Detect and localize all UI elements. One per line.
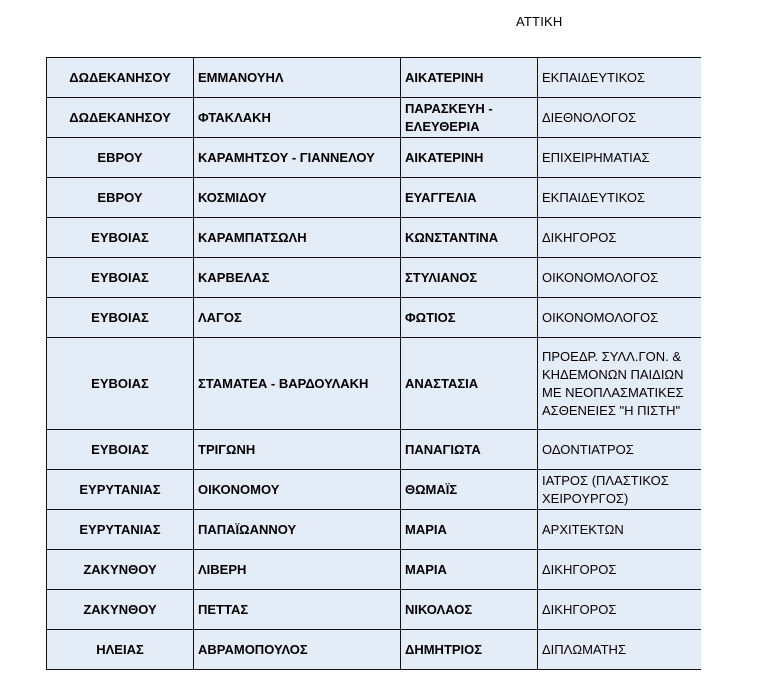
first-name-cell: ΑΙΚΑΤΕΡΙΝΗ — [401, 138, 538, 178]
surname-cell: ΣΤΑΜΑΤΕΑ - ΒΑΡΔΟΥΛΑΚΗ — [194, 338, 401, 430]
profession-cell: ΔΙΚΗΓΟΡΟΣ — [538, 218, 702, 258]
candidates-table — [46, 57, 701, 670]
prefecture-cell: ΕΥΒΟΙΑΣ — [47, 218, 194, 258]
surname-cell: ΟΙΚΟΝΟΜΟΥ — [194, 470, 401, 510]
first-name-cell: ΣΤΥΛΙΑΝΟΣ — [401, 258, 538, 298]
table-row — [47, 338, 702, 430]
table-row — [47, 630, 702, 670]
surname-cell: ΛΙΒΕΡΗ — [194, 550, 401, 590]
profession-cell: ΟΙΚΟΝΟΜΟΛΟΓΟΣ — [538, 298, 702, 338]
surname-cell: ΦΤΑΚΛΑΚΗ — [194, 98, 401, 138]
profession-cell: ΙΑΤΡΟΣ (ΠΛΑΣΤΙΚΟΣ ΧΕΙΡΟΥΡΓΟΣ) — [538, 470, 702, 510]
table-row — [47, 550, 702, 590]
profession-cell: ΠΡΟΕΔΡ. ΣΥΛΛ.ΓΟΝ. & ΚΗΔΕΜΟΝΩΝ ΠΑΙΔΙΩΝ ΜΕ ΝΕΟΠΛΑΣΜΑΤΙΚΕΣ ΑΣΘΕΝΕΙΕΣ "Η ΠΙΣΤΗ" — [538, 338, 702, 430]
first-name-cell: ΕΥΑΓΓΕΛΙΑ — [401, 178, 538, 218]
region-heading: ΑΤΤΙΚΗ — [516, 14, 563, 29]
prefecture-cell: ΕΥΡΥΤΑΝΙΑΣ — [47, 470, 194, 510]
profession-cell: ΔΙΕΘΝΟΛΟΓΟΣ — [538, 98, 702, 138]
profession-cell: ΕΚΠΑΙΔΕΥΤΙΚΟΣ — [538, 178, 702, 218]
first-name-cell: ΑΝΑΣΤΑΣΙΑ — [401, 338, 538, 430]
prefecture-cell: ΕΥΒΟΙΑΣ — [47, 298, 194, 338]
profession-cell: ΕΠΙΧΕΙΡΗΜΑΤΙΑΣ — [538, 138, 702, 178]
profession-cell: ΑΡΧΙΤΕΚΤΩΝ — [538, 510, 702, 550]
profession-cell: ΟΔΟΝΤΙΑΤΡΟΣ — [538, 430, 702, 470]
table-row — [47, 58, 702, 98]
surname-cell: ΠΑΠΑΪΩΑΝΝΟΥ — [194, 510, 401, 550]
profession-cell: ΔΙΚΗΓΟΡΟΣ — [538, 590, 702, 630]
surname-cell: ΕΜΜΑΝΟΥΗΛ — [194, 58, 401, 98]
table-row — [47, 218, 702, 258]
table-row — [47, 178, 702, 218]
prefecture-cell: ΕΒΡΟΥ — [47, 138, 194, 178]
profession-cell: ΕΚΠΑΙΔΕΥΤΙΚΟΣ — [538, 58, 702, 98]
first-name-cell: ΠΑΡΑΣΚΕΥΗ - ΕΛΕΥΘΕΡΙΑ — [401, 98, 538, 138]
prefecture-cell: ΔΩΔΕΚΑΝΗΣΟΥ — [47, 98, 194, 138]
table-row — [47, 98, 702, 138]
first-name-cell: ΑΙΚΑΤΕΡΙΝΗ — [401, 58, 538, 98]
first-name-cell: ΜΑΡΙΑ — [401, 550, 538, 590]
surname-cell: ΠΕΤΤΑΣ — [194, 590, 401, 630]
prefecture-cell: ΗΛΕΙΑΣ — [47, 630, 194, 670]
prefecture-cell: ΕΥΒΟΙΑΣ — [47, 258, 194, 298]
prefecture-cell: ΕΥΡΥΤΑΝΙΑΣ — [47, 510, 194, 550]
prefecture-cell: ΔΩΔΕΚΑΝΗΣΟΥ — [47, 58, 194, 98]
surname-cell: ΤΡΙΓΩΝΗ — [194, 430, 401, 470]
first-name-cell: ΠΑΝΑΓΙΩΤΑ — [401, 430, 538, 470]
prefecture-cell: ΕΒΡΟΥ — [47, 178, 194, 218]
profession-cell: ΔΙΠΛΩΜΑΤΗΣ — [538, 630, 702, 670]
first-name-cell: ΘΩΜΑΪΣ — [401, 470, 538, 510]
first-name-cell: ΦΩΤΙΟΣ — [401, 298, 538, 338]
prefecture-cell: ΕΥΒΟΙΑΣ — [47, 338, 194, 430]
surname-cell: ΚΑΡΑΜΠΑΤΣΩΛΗ — [194, 218, 401, 258]
surname-cell: ΚΑΡΑΜΗΤΣΟΥ - ΓΙΑΝΝΕΛΟΥ — [194, 138, 401, 178]
surname-cell: ΚΑΡΒΕΛΑΣ — [194, 258, 401, 298]
table-row — [47, 590, 702, 630]
table-row — [47, 138, 702, 178]
table-row — [47, 430, 702, 470]
table-row — [47, 510, 702, 550]
surname-cell: ΛΑΓΟΣ — [194, 298, 401, 338]
surname-cell: ΚΟΣΜΙΔΟΥ — [194, 178, 401, 218]
prefecture-cell: ΖΑΚΥΝΘΟΥ — [47, 590, 194, 630]
first-name-cell: ΝΙΚΟΛΑΟΣ — [401, 590, 538, 630]
first-name-cell: ΜΑΡΙΑ — [401, 510, 538, 550]
table-row — [47, 258, 702, 298]
prefecture-cell: ΖΑΚΥΝΘΟΥ — [47, 550, 194, 590]
prefecture-cell: ΕΥΒΟΙΑΣ — [47, 430, 194, 470]
profession-cell: ΔΙΚΗΓΟΡΟΣ — [538, 550, 702, 590]
table-row — [47, 298, 702, 338]
first-name-cell: ΚΩΝΣΤΑΝΤΙΝΑ — [401, 218, 538, 258]
profession-cell: ΟΙΚΟΝΟΜΟΛΟΓΟΣ — [538, 258, 702, 298]
table-row — [47, 470, 702, 510]
surname-cell: ΑΒΡΑΜΟΠΟΥΛΟΣ — [194, 630, 401, 670]
first-name-cell: ΔΗΜΗΤΡΙΟΣ — [401, 630, 538, 670]
